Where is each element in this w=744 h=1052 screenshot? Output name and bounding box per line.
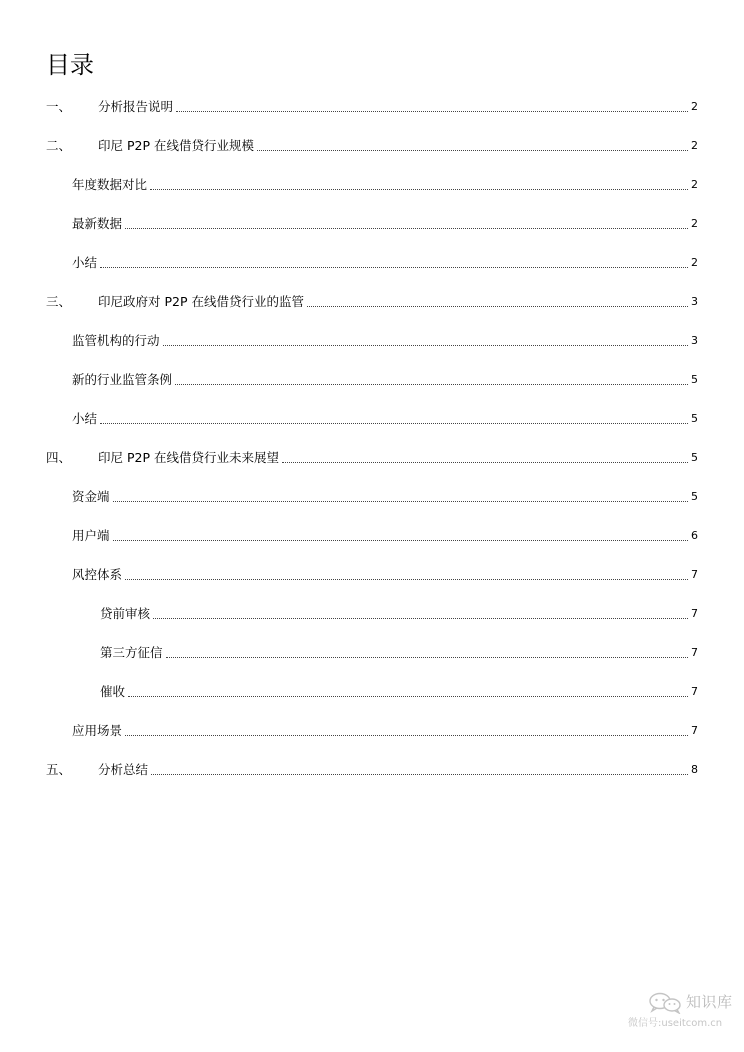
toc-entry-page: 8 — [691, 763, 698, 776]
toc-entry-4-3[interactable] — [72, 565, 698, 585]
toc-entry-label: 分析报告说明 — [98, 99, 174, 114]
dot-leader — [128, 695, 688, 697]
dot-leader — [100, 422, 688, 424]
toc-entry-3-3[interactable] — [72, 409, 698, 429]
toc-entry-3-2[interactable] — [72, 370, 698, 390]
toc-entry-4-3-3[interactable] — [100, 682, 698, 702]
toc-entry-page: 6 — [691, 529, 698, 542]
toc-entry-label: 印尼政府对 P2P 在线借贷行业的监管 — [98, 294, 304, 309]
toc-entry-label: 风控体系 — [72, 567, 123, 582]
toc-entry-page: 2 — [691, 139, 698, 152]
toc-entry-number: 五、 — [46, 762, 72, 777]
toc-entry-number: 四、 — [46, 450, 72, 465]
toc-entry-label: 第三方征信 — [100, 645, 163, 660]
toc-entry-page: 7 — [691, 646, 698, 659]
dot-leader — [176, 110, 688, 112]
toc-entry-number: 一、 — [46, 99, 72, 114]
toc-entry-label: 分析总结 — [98, 762, 149, 777]
toc-entry-page: 7 — [691, 568, 698, 581]
toc-entry-label: 印尼 P2P 在线借贷行业规模 — [98, 138, 254, 153]
toc-entry-3-1[interactable] — [72, 331, 698, 351]
toc-entry-label: 小结 — [72, 411, 98, 426]
toc-entry-3[interactable] — [46, 292, 698, 312]
dot-leader — [175, 383, 688, 385]
toc-entry-4-3-2[interactable] — [100, 643, 698, 663]
dot-leader — [125, 227, 688, 229]
toc-entry-4-3-1[interactable] — [100, 604, 698, 624]
watermark-subtitle: 微信号:useitcom.cn — [628, 1018, 723, 1029]
toc-entry-2-2[interactable] — [72, 214, 698, 234]
toc-entry-label: 资金端 — [72, 489, 110, 504]
toc-entry-page: 7 — [691, 607, 698, 620]
toc-entry-label: 最新数据 — [72, 216, 123, 231]
toc-entry-2-3[interactable] — [72, 253, 698, 273]
toc-entry-4-4[interactable] — [72, 721, 698, 741]
toc-entry-page: 7 — [691, 685, 698, 698]
toc-title: 目录 — [46, 51, 94, 79]
toc-entry-2[interactable] — [46, 136, 698, 156]
dot-leader — [150, 188, 688, 190]
toc-entry-number: 二、 — [46, 138, 72, 153]
watermark-brand: 知识库 — [686, 993, 733, 1011]
dot-leader — [113, 539, 688, 541]
toc-entry-label: 印尼 P2P 在线借贷行业未来展望 — [98, 450, 279, 465]
toc-entry-number: 三、 — [46, 294, 72, 309]
dot-leader — [100, 266, 688, 268]
dot-leader — [153, 617, 688, 619]
watermark — [628, 992, 738, 1034]
toc-entry-label: 年度数据对比 — [72, 177, 148, 192]
toc-entry-2-1[interactable] — [72, 175, 698, 195]
toc-entry-page: 2 — [691, 217, 698, 230]
dot-leader — [257, 149, 688, 151]
toc-entry-page: 2 — [691, 178, 698, 191]
dot-leader — [166, 656, 688, 658]
toc-entry-4-1[interactable] — [72, 487, 698, 507]
toc-entry-label: 新的行业监管条例 — [72, 372, 173, 387]
toc-entry-label: 应用场景 — [72, 723, 123, 738]
toc-entry-label: 催收 — [100, 684, 126, 699]
toc-entry-page: 2 — [691, 100, 698, 113]
toc-entry-page: 3 — [691, 295, 698, 308]
dot-leader — [125, 578, 688, 580]
toc-entry-5[interactable] — [46, 760, 698, 780]
dot-leader — [151, 773, 688, 775]
toc-entry-label: 用户端 — [72, 528, 110, 543]
wechat-icon — [646, 992, 686, 1014]
toc-entry-4-2[interactable] — [72, 526, 698, 546]
toc-entry-label: 贷前审核 — [100, 606, 151, 621]
toc-entry-page: 2 — [691, 256, 698, 269]
toc-entry-page: 7 — [691, 724, 698, 737]
toc-entry-page: 5 — [691, 373, 698, 386]
dot-leader — [163, 344, 688, 346]
toc-entry-label: 小结 — [72, 255, 98, 270]
dot-leader — [125, 734, 688, 736]
toc-entry-page: 5 — [691, 490, 698, 503]
toc-entry-page: 5 — [691, 451, 698, 464]
toc-entry-4[interactable] — [46, 448, 698, 468]
toc-entry-1[interactable] — [46, 97, 698, 117]
toc-entry-page: 5 — [691, 412, 698, 425]
toc-entry-page: 3 — [691, 334, 698, 347]
dot-leader — [282, 461, 688, 463]
toc-entry-label: 监管机构的行动 — [72, 333, 160, 348]
dot-leader — [307, 305, 688, 307]
dot-leader — [113, 500, 688, 502]
